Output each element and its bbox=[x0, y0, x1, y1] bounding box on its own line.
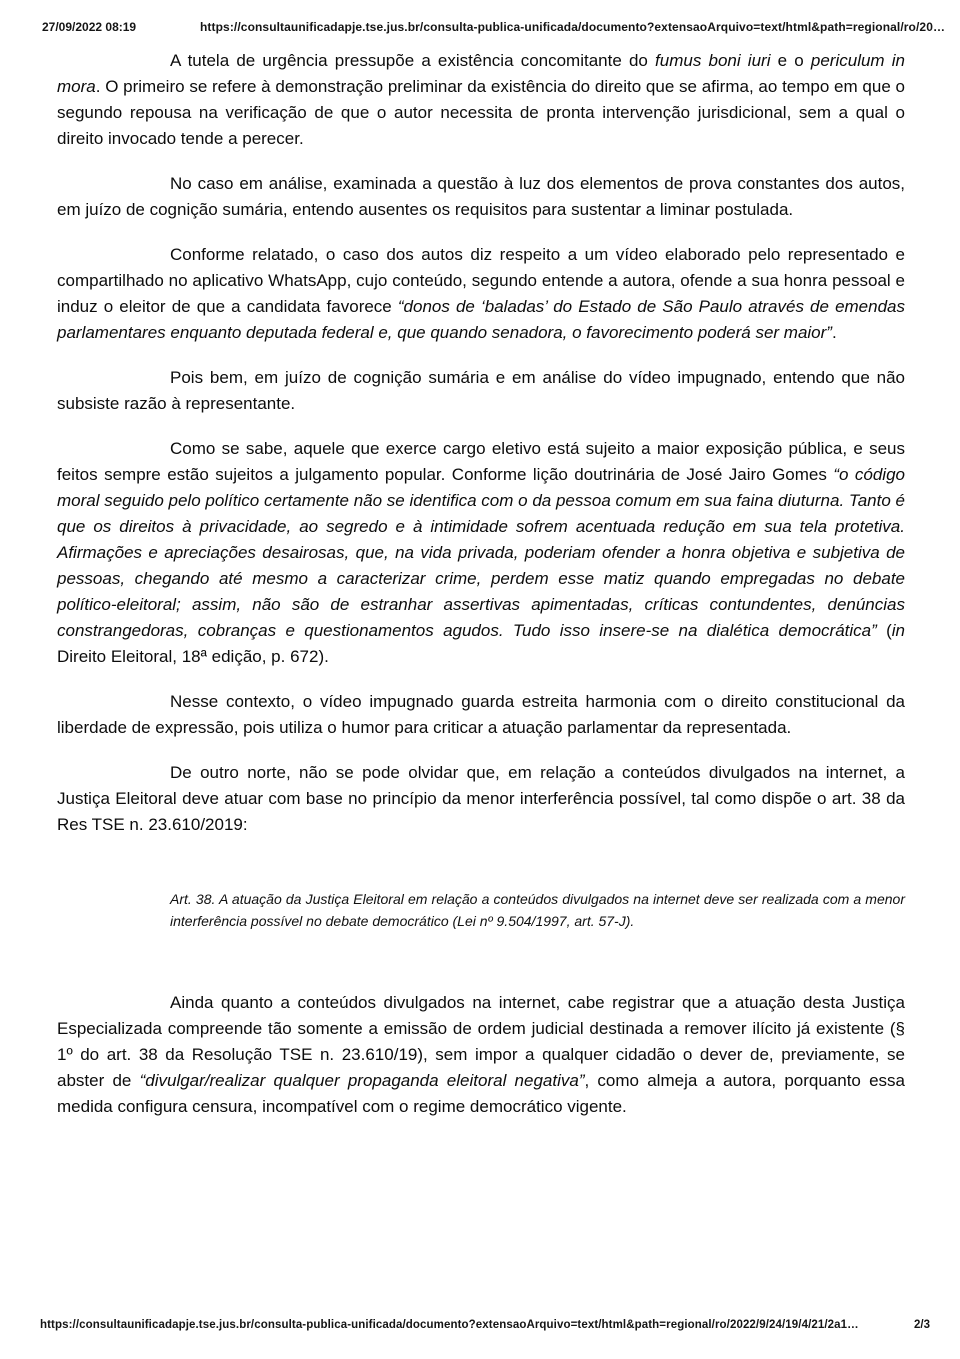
print-header-url: https://consultaunificadapje.tse.jus.br/consulta-publica-unificada/documento?extensaoArquivo=text/html&path=regional/ro/20… bbox=[200, 20, 946, 34]
paragraph: No caso em análise, examinada a questão à luz dos elementos de prova constantes dos autos, em juízo de cognição sumária, entendo ausentes os requisitos para sustentar a liminar postulada. bbox=[57, 174, 905, 219]
paragraph: Como se sabe, aquele que exerce cargo eletivo está sujeito a maior exposição pública, e seus feitos sempre estão sujeitos a julgamento popular. Conforme lição doutrinária de José Jairo Gomes “o código moral seguido pelo político certamente não se identifica com o da pessoa comum em sua faina diuturna. Tanto é que os direitos à privacidade, ao segredo e à intimidade sofrem acentuada redução em sua tela protetiva. Afirmações e apreciações desairosas, que, na vida privada, poderiam ofender a honra objetiva e subjetiva de pessoas, chegando até mesmo a caracterizar crime, perdem esse matiz quando empregadas no debate político-eleitoral; assim, não são de estranhar assertivas apimentadas, críticas contundentes, denúncias constrangedoras, cobranças e questionamentos agudos. Tudo isso insere-se na dialética democrática” (in Direito Eleitoral, 18ª edição, p. 672). bbox=[57, 439, 905, 666]
paragraph: Ainda quanto a conteúdos divulgados na internet, cabe registrar que a atuação desta Justiça Especializada compreende tão somente a emissão de ordem judicial destinada a remover ilícito já existente (§ 1º do art. 38 da Resolução TSE n. 23.610/19), sem impor a qualquer cidadão o dever de, previamente, se abster de “divulgar/realizar qualquer propaganda eleitoral negativa”, como almeja a autora, porquanto essa medida configura censura, incompatível com o regime democrático vigente. bbox=[57, 993, 906, 1116]
page-indicator: 2/3 bbox=[914, 1319, 930, 1331]
print-footer bbox=[40, 1319, 930, 1331]
paragraph: A tutela de urgência pressupõe a existência concomitante do fumus boni iuri e o periculum in mora. O primeiro se refere à demonstração preliminar da existência do direito que se afirma, ao tempo em que o segundo repousa na verificação de que o autor necessita de pronta intervenção jurisdicional, sem a qual o direito invocado tende a perecer. bbox=[57, 51, 905, 148]
paragraph: Pois bem, em juízo de cognição sumária e em análise do vídeo impugnado, entendo que não subsiste razão à representante. bbox=[57, 368, 905, 413]
print-header bbox=[42, 20, 946, 34]
paragraph: Nesse contexto, o vídeo impugnado guarda estreita harmonia com o direito constitucional da liberdade de expressão, pois utiliza o humor para criticar a atuação parlamentar da representada. bbox=[57, 692, 905, 737]
print-footer-url: https://consultaunificadapje.tse.jus.br/consulta-publica-unificada/documento?extensaoArquivo=text/html&path=regional/ro/2022/9/24/19/4/21/2a1… bbox=[40, 1319, 859, 1331]
block-quote: Art. 38. A atuação da Justiça Eleitoral em relação a conteúdos divulgados na internet deve ser realizada com a menor interferência possível no debate democrático (Lei nº 9.504/1997, art. 57-J). bbox=[170, 891, 905, 929]
document-body bbox=[57, 48, 905, 1139]
print-datetime: 27/09/2022 08:19 bbox=[42, 20, 137, 34]
paragraph: De outro norte, não se pode olvidar que, em relação a conteúdos divulgados na internet, a Justiça Eleitoral deve atuar com base no princípio da menor interferência possível, tal como dispõe o art. 38 da Res TSE n. 23.610/2019: bbox=[57, 763, 905, 834]
paragraph: Conforme relatado, o caso dos autos diz respeito a um vídeo elaborado pelo representado e compartilhado no aplicativo WhatsApp, cujo conteúdo, segundo entende a autora, ofende a sua honra pessoal e induz o eleitor de que a candidata favorece “donos de ‘baladas’ do Estado de São Paulo através de emendas parlamentares enquanto deputada federal e, que quando senadora, o favorecimento poderá ser maior”. bbox=[57, 245, 905, 342]
